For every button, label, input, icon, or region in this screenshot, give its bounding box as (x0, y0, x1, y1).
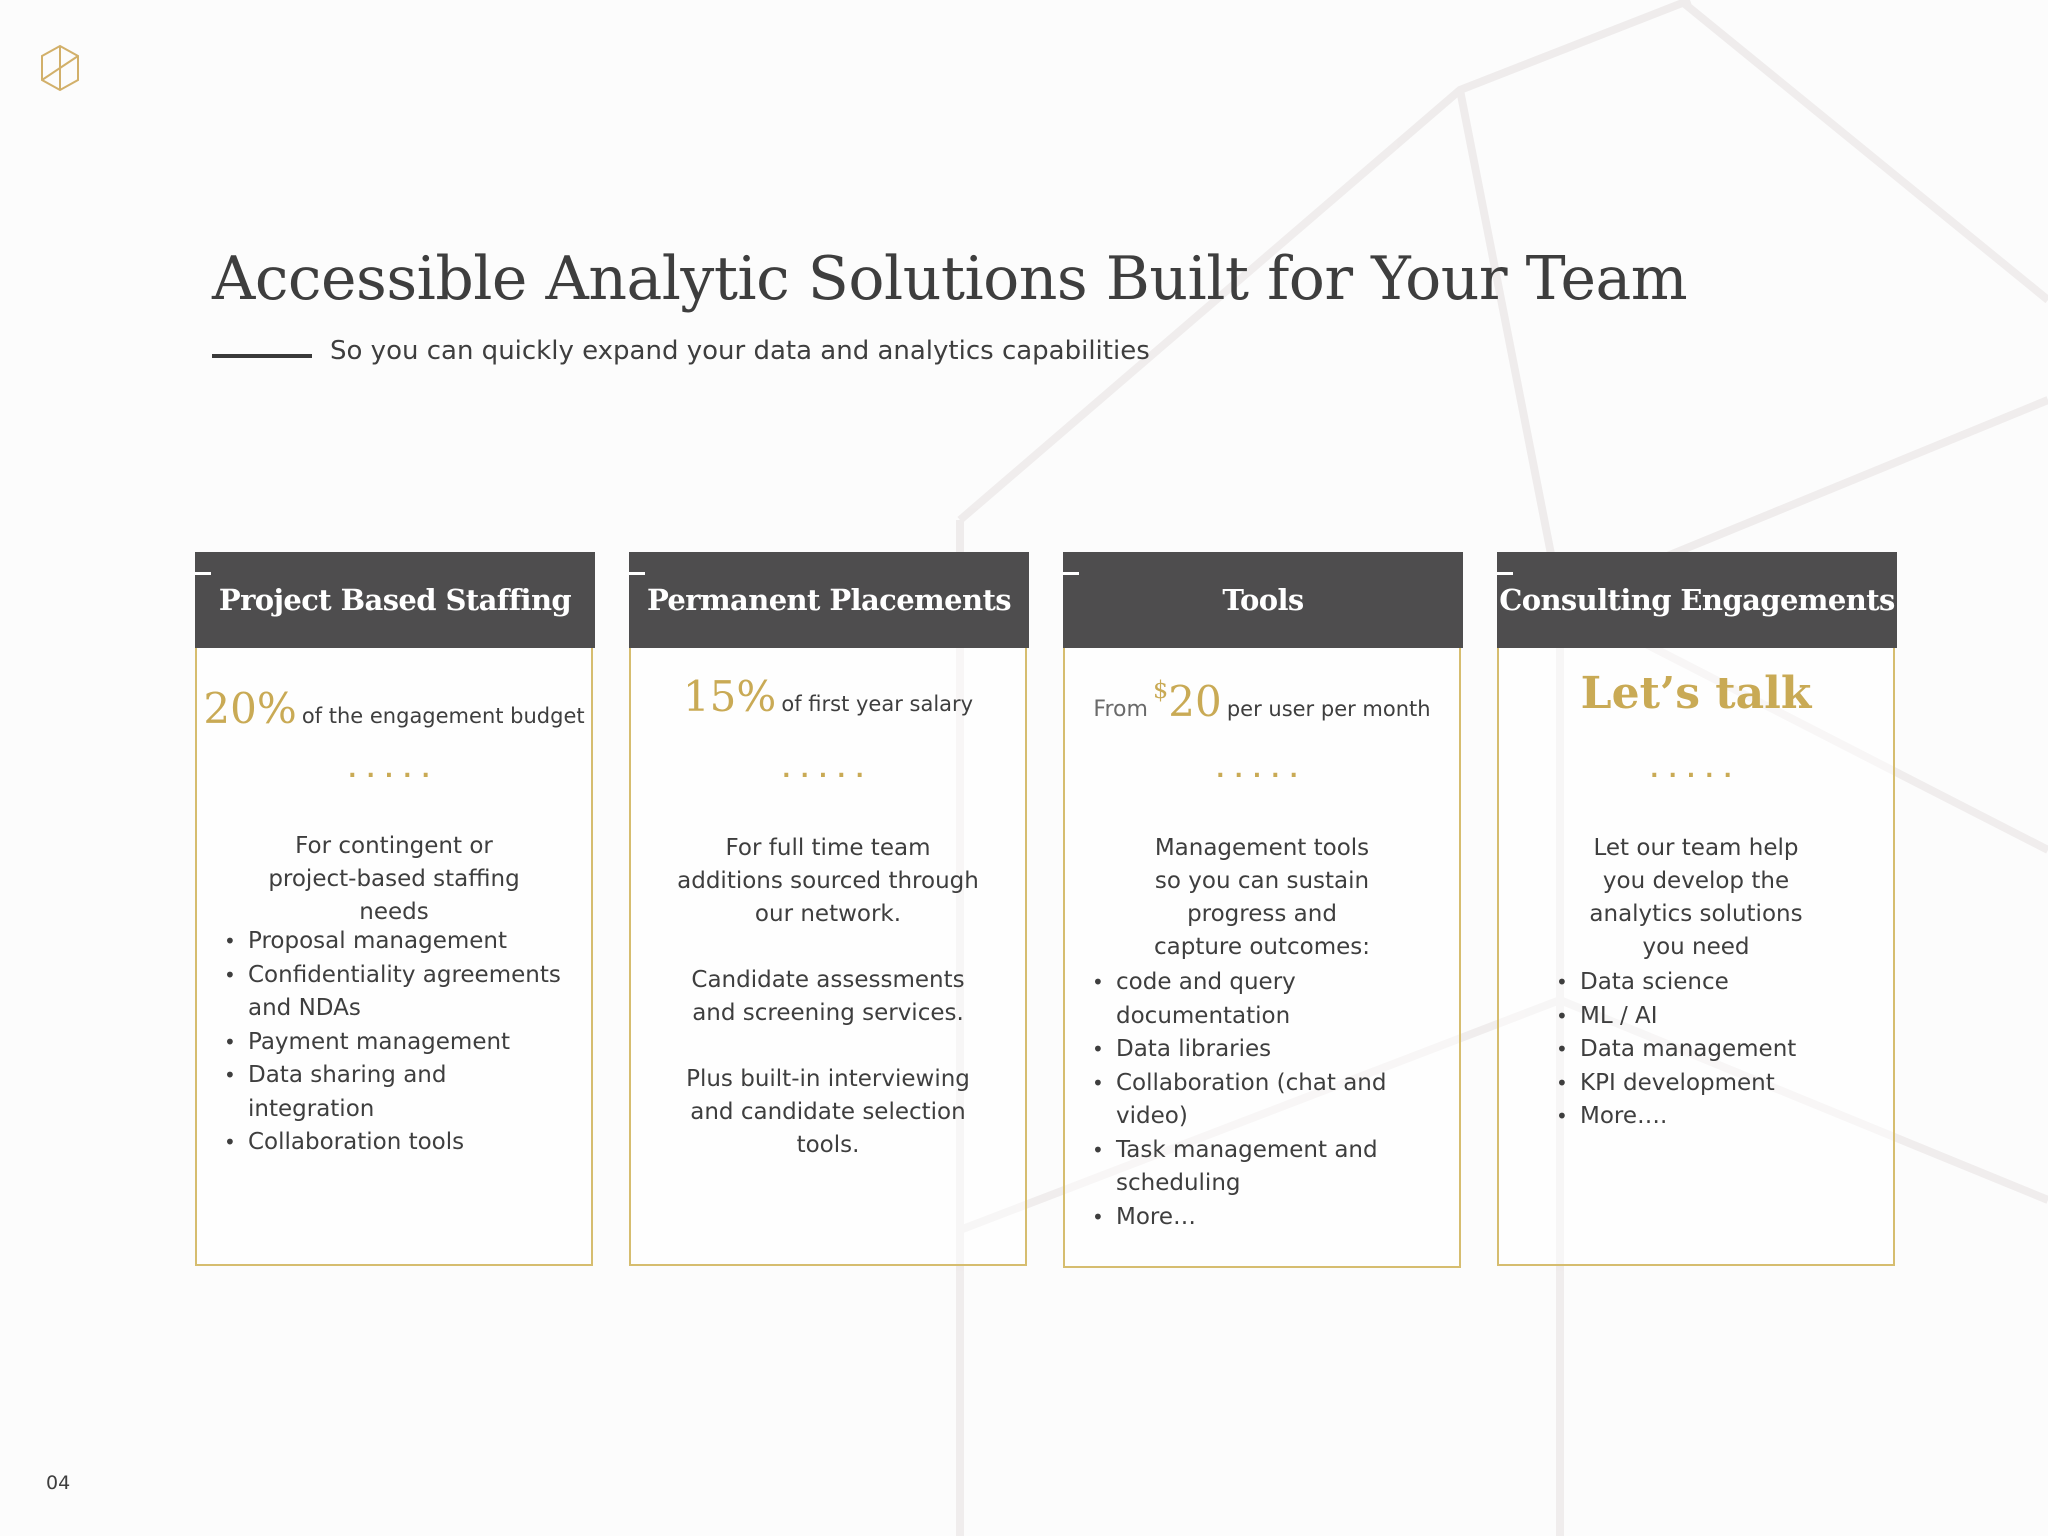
card-description: Let our team help you develop the analytics solutions you need (1589, 835, 1803, 960)
description-paragraph: Plus built-in interviewing and candidate selection tools. (686, 1066, 970, 1158)
list-item: • ML / AI (1580, 1000, 1840, 1034)
list-item: • Data management (1580, 1033, 1840, 1067)
page-number: 04 (46, 1472, 71, 1494)
header-tick-mark (629, 572, 645, 575)
page-title: Accessible Analytic Solutions Built for Your Team (212, 244, 1688, 314)
list-item: • Payment management (248, 1026, 578, 1060)
list-item: • Collaboration (chat and video) (1116, 1067, 1406, 1134)
price-amount: 20 (1168, 677, 1222, 726)
list-item: • KPI development (1580, 1067, 1840, 1101)
list-item: • Data science (1580, 966, 1840, 1000)
price-percent: 15% (682, 672, 777, 721)
price-caption: of first year salary (781, 692, 974, 716)
card-heading: Project Based Staffing (218, 583, 572, 617)
header-tick-mark (1497, 572, 1513, 575)
price-caption: of the engagement budget (301, 704, 585, 728)
feature-list (1580, 966, 1840, 1134)
price-row (197, 684, 591, 733)
feature-list (1116, 966, 1406, 1234)
hexagon-logo-icon (38, 44, 82, 92)
list-item: • Proposal management (248, 925, 578, 959)
list-item: • Data sharing and integration (248, 1059, 578, 1126)
description-paragraph: For full time team additions sourced through our network. (677, 835, 979, 927)
header-tick-mark (195, 572, 211, 575)
card-heading: Consulting Engagements (1499, 583, 1895, 617)
list-item: • More… (1116, 1201, 1406, 1235)
card-header (629, 552, 1029, 648)
list-item: • Task management and scheduling (1116, 1134, 1406, 1201)
page-subtitle: So you can quickly expand your data and analytics capabilities (330, 336, 1150, 366)
card-header (1063, 552, 1463, 648)
decorative-dots: ..... (782, 758, 874, 783)
card-heading: Tools (1222, 583, 1304, 617)
price-currency: $ (1153, 676, 1169, 704)
price-row (631, 672, 1025, 721)
card-description: For contingent or project-based staffing needs (268, 833, 520, 925)
list-item: • Confidentiality agreements and NDAs (248, 959, 578, 1026)
price-row (1499, 668, 1893, 719)
card-header (1497, 552, 1897, 648)
decorative-dots: ..... (348, 758, 440, 783)
subtitle-rule (212, 354, 312, 358)
header-tick-mark (1063, 572, 1079, 575)
description-paragraph: Candidate assessments and screening services. (691, 967, 965, 1026)
list-item: • More…. (1580, 1100, 1840, 1134)
card-description (631, 832, 1025, 1195)
list-item: • code and query documentation (1116, 966, 1406, 1033)
price-prefix: From (1093, 697, 1148, 722)
decorative-dots: ..... (1650, 758, 1742, 783)
price-caption: per user per month (1226, 697, 1431, 721)
price-percent: 20% (203, 684, 297, 733)
card-header (195, 552, 595, 648)
feature-list (248, 925, 578, 1160)
decorative-dots: ..... (1216, 758, 1308, 783)
card-heading: Permanent Placements (646, 583, 1011, 617)
card-description: Management tools so you can sustain progress and capture outcomes: (1153, 835, 1371, 960)
list-item: • Data libraries (1116, 1033, 1406, 1067)
list-item: • Collaboration tools (248, 1126, 578, 1160)
lets-talk-heading: Let’s talk (1580, 668, 1812, 719)
price-row (1065, 676, 1459, 726)
